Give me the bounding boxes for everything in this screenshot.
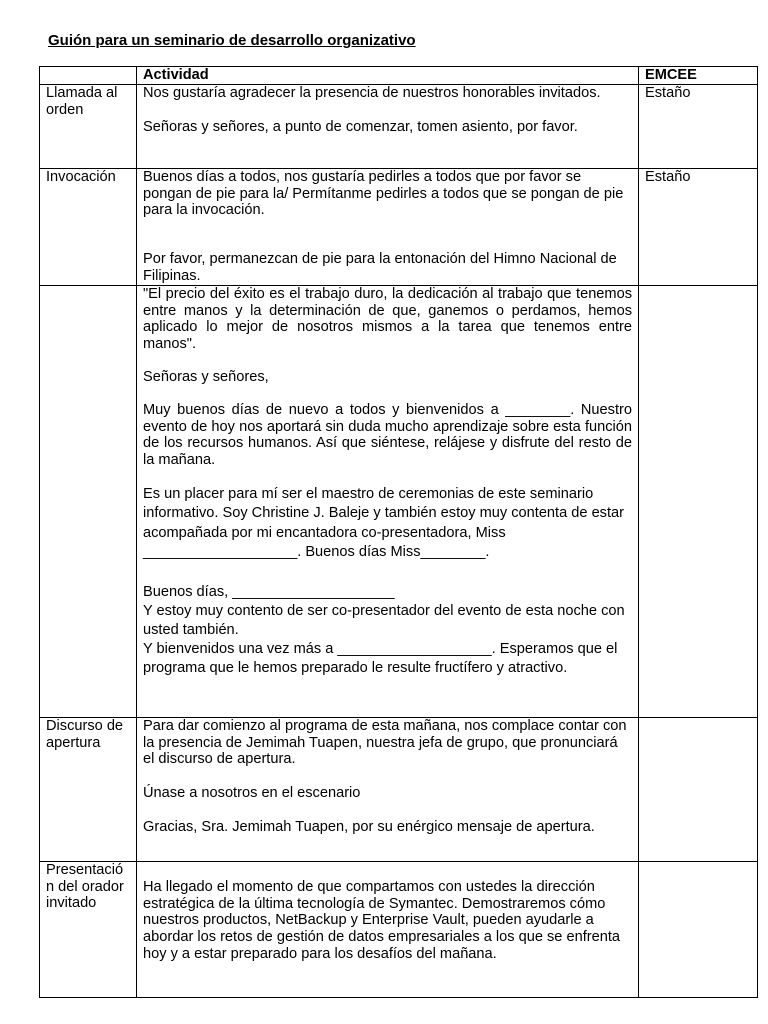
section-cell: Invocación [40, 168, 137, 285]
table-row-presentacion [40, 861, 758, 997]
table-row-discurso [40, 717, 758, 861]
paragraph: Nos gustaría agradecer la presencia de nuestros honorables invitados. [143, 84, 601, 101]
emcee-cell [639, 285, 758, 717]
emcee-cell: Estaño [639, 84, 758, 168]
header-section [40, 67, 137, 85]
paragraph: Gracias, Sra. Jemimah Tuapen, por su enérgico mensaje de apertura. [143, 818, 595, 835]
paragraph: Es un placer para mí ser el maestro de ceremonias de este seminario informativo. Soy Christine J. Baleje y también estoy muy contenta de estar acompañada por mi encantadora co-presentadora, Miss ___________________. Buenos días Miss________. [143, 485, 625, 561]
section-cell: Llamada al orden [40, 84, 137, 168]
paragraph: Únase a nosotros en el escenario [143, 785, 361, 802]
activity-cell [137, 168, 639, 285]
section-cell [40, 285, 137, 717]
table-row-invocacion [40, 168, 758, 285]
emcee-cell [639, 861, 758, 997]
activity-cell [137, 717, 639, 861]
paragraph: Y bienvenidos una vez más a ___________________. Esperamos que el programa que le hemos preparado le resulte fructífero y atractivo. [143, 640, 618, 676]
table-row-llamada [40, 84, 758, 168]
paragraph: Señoras y señores, a punto de comenzar, tomen asiento, por favor. [143, 118, 578, 135]
table-row-bienvenida [40, 285, 758, 717]
emcee-cell [639, 717, 758, 861]
paragraph: Buenos días a todos, nos gustaría pedirles a todos que por favor se pongan de pie para la/ Permítanme pedirles a todos que se pongan de pie para la invocación. [143, 168, 624, 219]
paragraph: Ha llegado el momento de que compartamos con ustedes la dirección estratégica de la última tecnología de Symantec. Demostraremos cómo nuestros productos, NetBackup y Enterprise Vault, pueden ayudarle a abordar los retos de gestión de datos empresariales a los que se enfrenta hoy y a estar preparado para los desafíos del mañana. [143, 878, 621, 962]
activity-cell [137, 84, 639, 168]
section-cell: Presentación del orador invitado [40, 861, 137, 997]
header-activity: Actividad [137, 67, 639, 85]
section-cell: Discurso de apertura [40, 717, 137, 861]
paragraph: Por favor, permanezcan de pie para la entonación del Himno Nacional de Filipinas. [143, 251, 617, 284]
paragraph: Muy buenos días de nuevo a todos y bienvenidos a ________. Nuestro evento de hoy nos aportará sin duda mucho aprendizaje sobre esta función de los recursos humanos. Así que siéntese, relájese y disfrute del resto de la mañana. [143, 401, 632, 469]
table-header-row [40, 67, 758, 85]
header-emcee: EMCEE [639, 67, 758, 85]
paragraph: Buenos días, ____________________ [143, 583, 395, 600]
script-table [39, 66, 758, 998]
paragraph: Para dar comienzo al programa de esta mañana, nos complace contar con la presencia de Jemimah Tuapen, nuestra jefa de grupo, que pronunciará el discurso de apertura. [143, 717, 627, 768]
paragraph: Señoras y señores, [143, 368, 269, 385]
quote-paragraph: "El precio del éxito es el trabajo duro, la dedicación al trabajo que tenemos entre manos y la determinación de que, ganemos o perdamos, hemos aplicado lo mejor de nosotros mismos a la tarea que tenemos entre manos". [143, 285, 632, 353]
activity-cell [137, 285, 639, 717]
activity-cell [137, 861, 639, 997]
emcee-cell: Estaño [639, 168, 758, 285]
document-title: Guión para un seminario de desarrollo organizativo [48, 32, 416, 49]
paragraph: Y estoy muy contento de ser co-presentador del evento de esta noche con usted también. [143, 602, 625, 638]
